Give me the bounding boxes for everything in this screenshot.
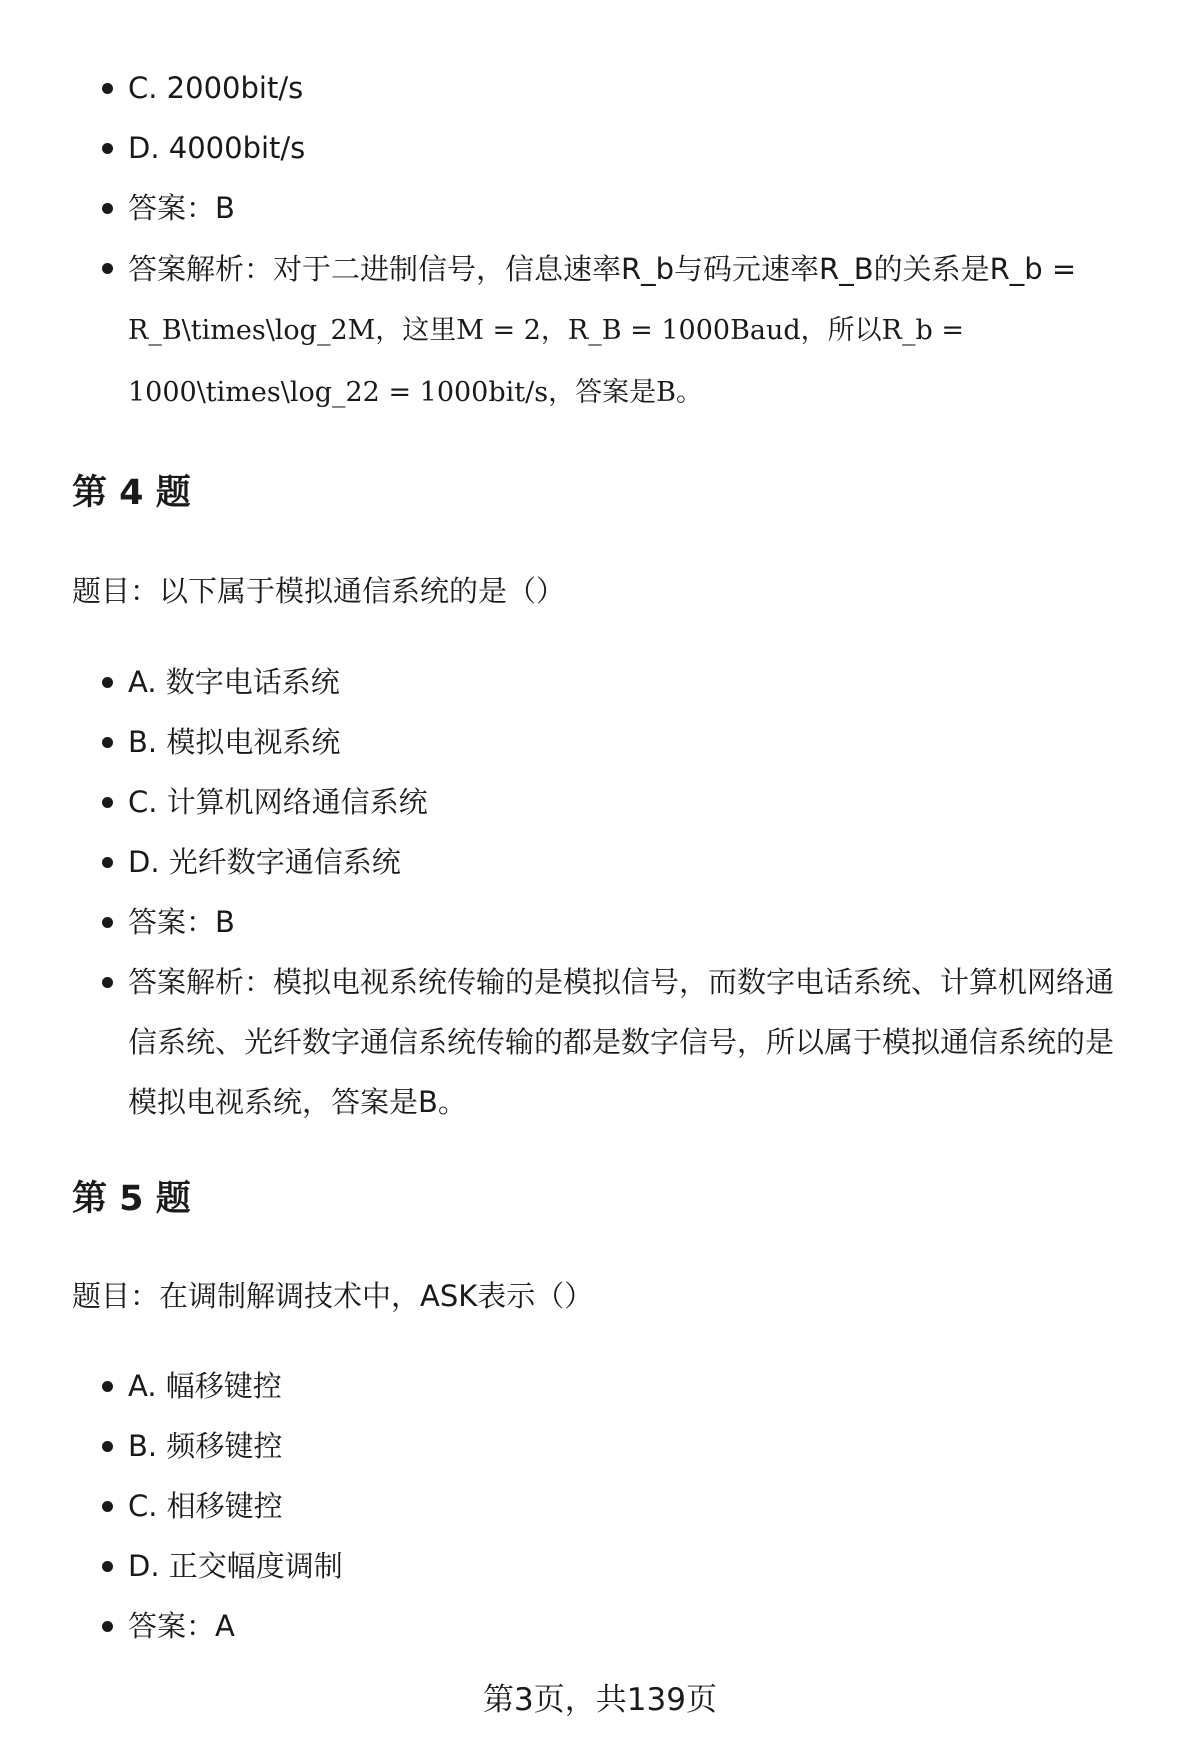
bullet-icon <box>102 143 113 154</box>
bullet-icon <box>102 1501 113 1512</box>
option-label: C. 计算机网络通信系统 <box>128 785 428 819</box>
option-label: C. 相移键控 <box>128 1489 283 1523</box>
bullet-icon <box>102 977 113 988</box>
bullet-icon <box>102 857 113 868</box>
option-d <box>72 118 1162 178</box>
option-label: B. 模拟电视系统 <box>128 725 341 759</box>
option-d <box>72 832 1162 892</box>
option-a <box>72 652 1162 712</box>
option-label: D. 光纤数字通信系统 <box>128 845 401 879</box>
option-b <box>72 712 1162 772</box>
option-c <box>72 1476 1162 1536</box>
answer-text: 答案：A <box>128 1609 235 1643</box>
answer-explanation <box>72 952 1162 1132</box>
bullet-icon <box>102 1441 113 1452</box>
answer <box>72 1596 1162 1656</box>
question-3-options <box>72 58 1162 424</box>
bullet-icon <box>102 203 113 214</box>
question-3-section <box>72 58 1162 424</box>
answer <box>72 178 1162 238</box>
bullet-icon <box>102 1561 113 1572</box>
page-indicator: 第3页，共139页 <box>483 1682 717 1718</box>
bullet-icon <box>102 677 113 688</box>
question-5-body <box>72 1271 1162 1321</box>
bullet-icon <box>102 797 113 808</box>
option-label: C. 2000bit/s <box>128 71 304 105</box>
question-4-section <box>72 468 1162 518</box>
option-label: D. 4000bit/s <box>128 131 306 165</box>
bullet-icon <box>102 737 113 748</box>
explanation-line-3: 1000\times\log_22 = 1000bit/s，答案是B。 <box>128 377 703 408</box>
question-4-body <box>72 566 1162 616</box>
option-a <box>72 1356 1162 1416</box>
bullet-icon <box>102 1621 113 1632</box>
bullet-icon <box>102 917 113 928</box>
option-label: A. 幅移键控 <box>128 1369 282 1403</box>
answer-explanation <box>72 238 1162 424</box>
bullet-icon <box>102 263 113 274</box>
option-c <box>72 772 1162 832</box>
question-4-title: 第 4 题 <box>72 473 191 513</box>
option-label: D. 正交幅度调制 <box>128 1549 343 1583</box>
question-5-title: 第 5 题 <box>72 1179 191 1219</box>
answer-text: 答案：B <box>128 905 235 939</box>
question-5-options <box>72 1356 1162 1656</box>
answer <box>72 892 1162 952</box>
answer-text: 答案：B <box>128 191 235 225</box>
option-label: B. 频移键控 <box>128 1429 283 1463</box>
explanation-text: 答案解析：模拟电视系统传输的是模拟信号，而数字电话系统、计算机网络通信系统、光纤数字通信系统传输的都是数字信号，所以属于模拟通信系统的是模拟电视系统，答案是B。 <box>128 965 1115 1119</box>
question-5-section <box>72 1174 1162 1224</box>
question-5-text: 题目：在调制解调技术中，ASK表示（） <box>72 1279 594 1313</box>
explanation-line-2: R_B\times\log_2M，这里M = 2，R_B = 1000Baud，所以R_b = <box>128 315 964 346</box>
bullet-icon <box>102 1381 113 1392</box>
option-b <box>72 1416 1162 1476</box>
question-4-options <box>72 652 1162 1132</box>
option-label: A. 数字电话系统 <box>128 665 340 699</box>
option-c <box>72 58 1162 118</box>
option-d <box>72 1536 1162 1596</box>
question-4-text: 题目：以下属于模拟通信系统的是（） <box>72 574 566 608</box>
explanation-line-1: 答案解析：对于二进制信号，信息速率R_b与码元速率R_B的关系是R_b = <box>128 252 1077 286</box>
bullet-icon <box>102 83 113 94</box>
